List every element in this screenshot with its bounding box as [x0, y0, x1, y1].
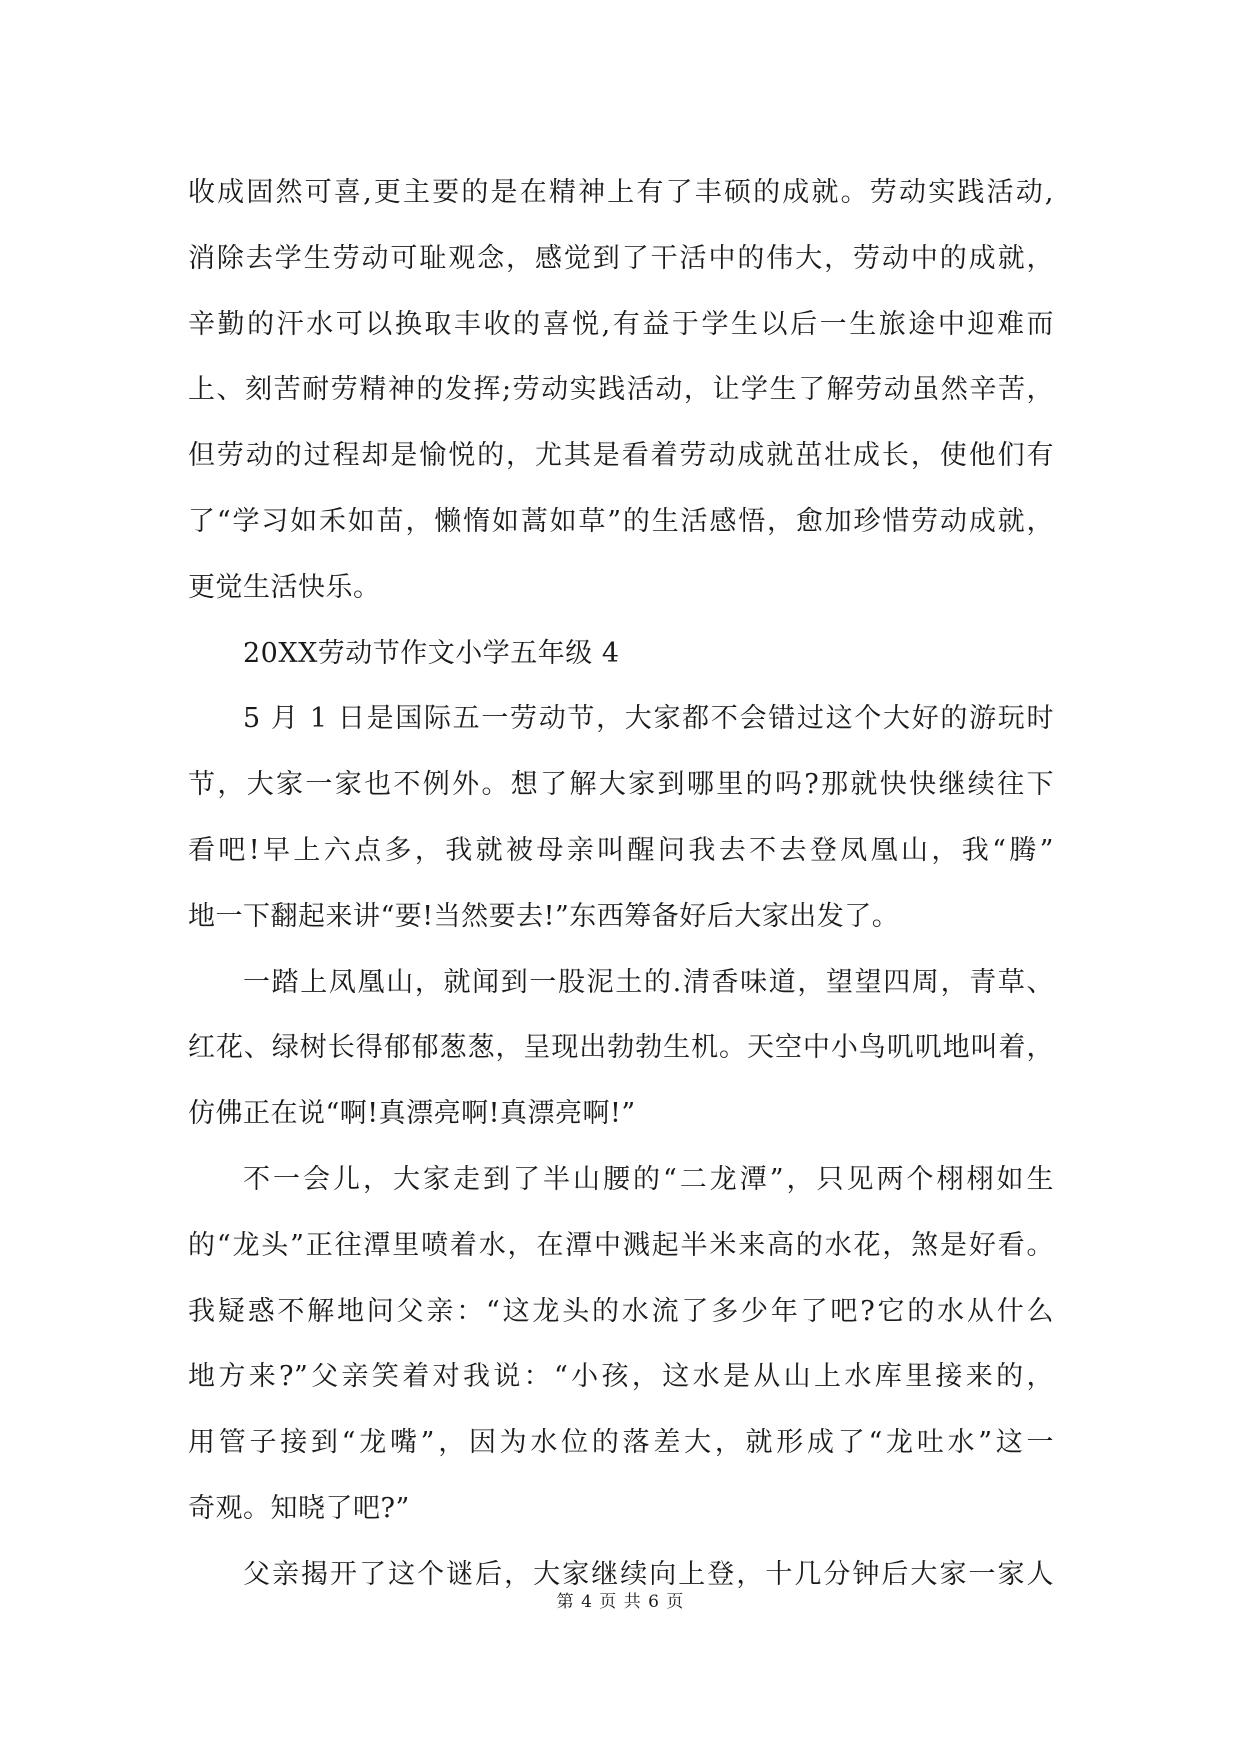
text-line: 5 月 1 日是国际五一劳动节，大家都不会错过这个大好的游玩时 [243, 703, 1054, 735]
text-line: 的“龙头”正往潭里喷着水，在潭中溅起半米来高的水花，煞是好看。 [188, 1229, 1054, 1261]
text-line: 地方来?”父亲笑着对我说：“小孩，这水是从山上水库里接来的， [188, 1361, 1054, 1393]
text-line: 收成固然可喜,更主要的是在精神上有了丰硕的成就。劳动实践活动, [188, 177, 1054, 208]
text-line: 上、刻苦耐劳精神的发挥;劳动实践活动，让学生了解劳动虽然辛苦， [188, 374, 1054, 406]
text-line: 父亲揭开了这个谜后，大家继续向上登，十几分钟后大家一家人 [243, 1558, 1054, 1590]
section-heading: 20XX劳动节作文小学五年级 4 [243, 637, 620, 669]
text-line: 消除去学生劳动可耻观念，感觉到了干活中的伟大，劳动中的成就， [188, 242, 1054, 274]
text-line: 看吧!早上六点多，我就被母亲叫醒问我去不去登凤凰山，我“腾” [188, 834, 1054, 866]
text-line: 不一会儿，大家走到了半山腰的“二龙潭”，只见两个栩栩如生 [243, 1163, 1054, 1195]
text-line: 奇观。知晓了吧?” [188, 1492, 410, 1524]
text-line: 一踏上凤凰山，就闻到一股泥土的.清香味道，望望四周，青草、 [243, 966, 1054, 998]
text-line: 但劳动的过程却是愉悦的，尤其是看着劳动成就茁壮成长，使他们有 [188, 440, 1054, 472]
document-body [188, 160, 1054, 1608]
text-line: 辛勤的汗水可以换取丰收的喜悦,有益于学生以后一生旅途中迎难而 [188, 308, 1054, 340]
page-number-footer: 第 4 页 共 6 页 [556, 1592, 685, 1612]
text-line: 红花、绿树长得郁郁葱葱，呈现出勃勃生机。天空中小鸟叽叽地叫着， [188, 1032, 1054, 1064]
text-line: 地一下翻起来讲“要!当然要去!”东西筹备好后大家出发了。 [188, 900, 900, 932]
text-line: 了“学习如禾如苗，懒惰如蒿如草”的生活感悟，愈加珍惜劳动成就， [188, 505, 1054, 537]
text-line: 仿佛正在说“啊!真漂亮啊!真漂亮啊!” [188, 1098, 636, 1130]
text-line: 节，大家一家也不例外。想了解大家到哪里的吗?那就快快继续往下 [188, 769, 1054, 801]
text-line: 更觉生活快乐。 [188, 571, 381, 603]
text-line: 我疑惑不解地问父亲：“这龙头的水流了多少年了吧?它的水从什么 [188, 1295, 1054, 1327]
text-line: 用管子接到“龙嘴”，因为水位的落差大，就形成了“龙吐水”这一 [188, 1427, 1054, 1459]
